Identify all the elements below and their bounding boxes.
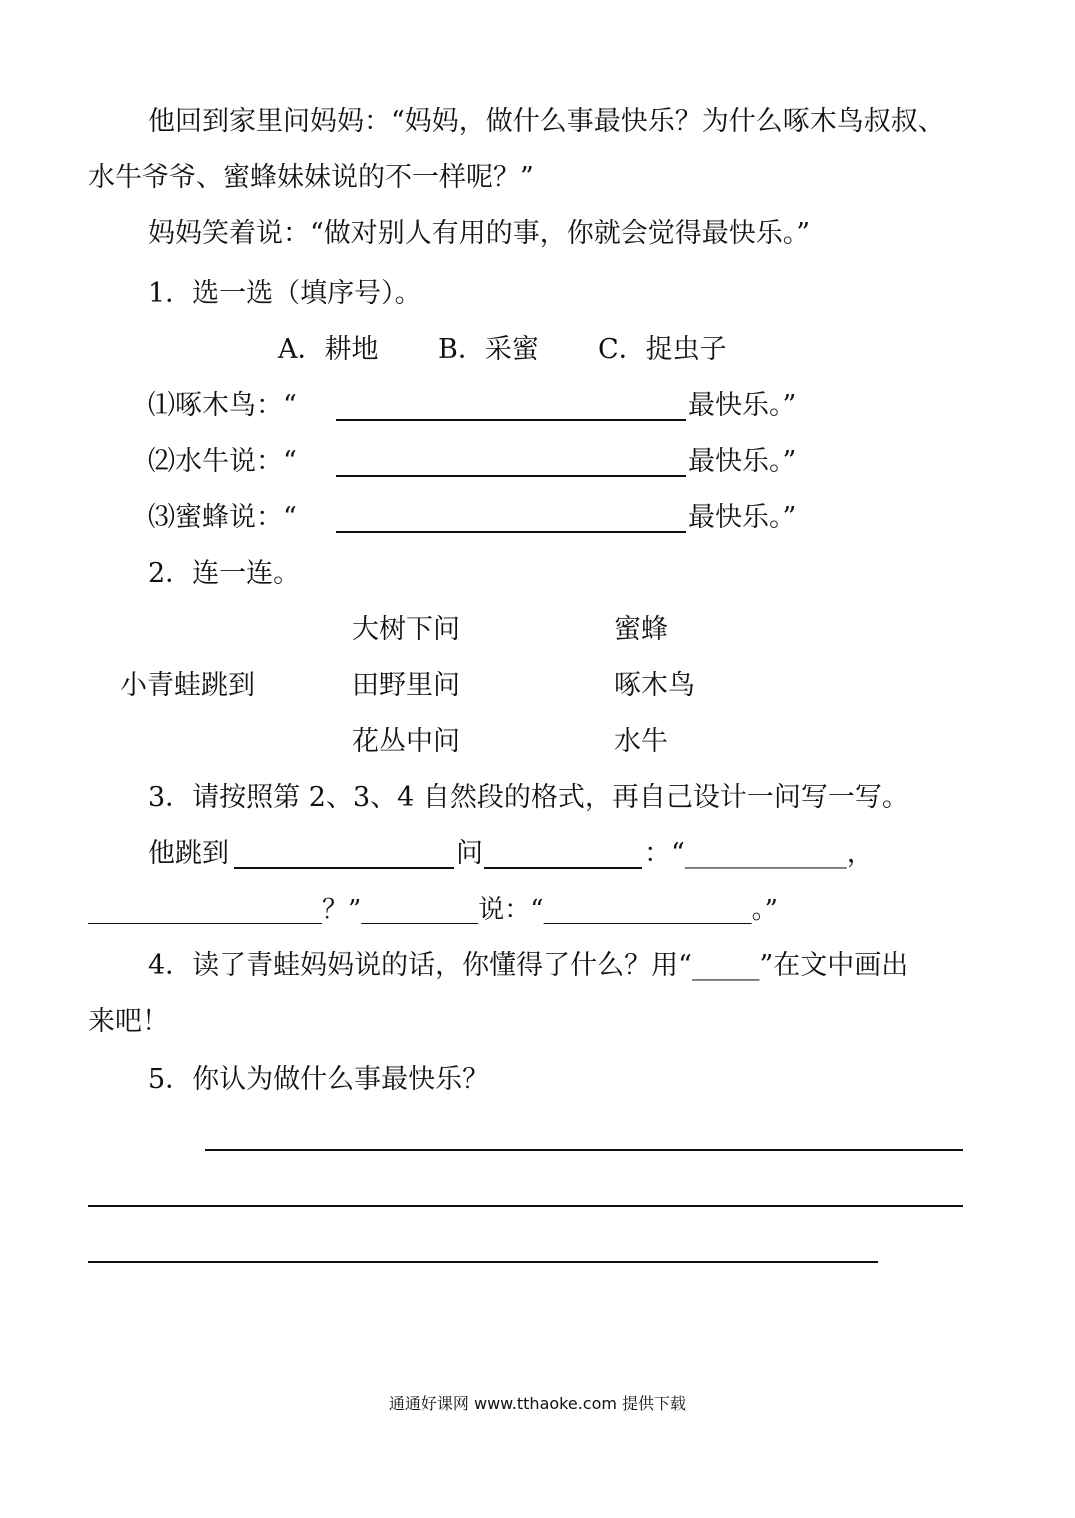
q3-line-1-ask: 问 (456, 838, 483, 869)
answer-line-1[interactable] (205, 1149, 963, 1151)
paragraph-2: 妈妈笑着说：“做对别人有用的事，你就会觉得最快乐。” (148, 218, 811, 249)
footer-credit: 通通好课网 www.tthaoke.com 提供下载 (388, 1394, 687, 1413)
q3-line-1-end: ：“____________， (644, 838, 874, 869)
q1-item-3-suffix: 最快乐。” (688, 502, 797, 533)
option-c: C．捉虫子 (598, 334, 727, 365)
q1-item-3-prefix: ⑶蜜蜂说：“ (148, 502, 297, 533)
q1-item-1-prefix: ⑴啄木鸟：“ (148, 390, 297, 421)
q1-item-2-prefix: ⑵水牛说：“ (148, 446, 297, 477)
question-4-line-1: 4．读了青蛙妈妈说的话，你懂得了什么？用“_____”在文中画出 (148, 950, 909, 981)
q3-animal-blank[interactable] (484, 867, 642, 869)
match-animal-2[interactable]: 啄木鸟 (614, 670, 695, 701)
q1-item-2-blank[interactable] (336, 475, 686, 477)
q1-item-2-suffix: 最快乐。” (688, 446, 797, 477)
match-place-3[interactable]: 花丛中问 (352, 726, 460, 757)
question-4-line-2: 来吧！ (88, 1006, 169, 1037)
paragraph-1-line-1: 他回到家里问妈妈：“妈妈，做什么事最快乐？为什么啄木鸟叔叔、 (148, 106, 945, 137)
question-5-title: 5．你认为做什么事最快乐？ (148, 1064, 490, 1095)
question-3-title: 3．请按照第 2、3、4 自然段的格式，再自己设计一问写一写。 (148, 782, 909, 813)
q1-item-1-blank[interactable] (336, 419, 686, 421)
match-animal-3[interactable]: 水牛 (614, 726, 668, 757)
q3-place-blank[interactable] (234, 867, 454, 869)
answer-line-3[interactable] (88, 1261, 878, 1263)
paragraph-1-line-2: 水牛爷爷、蜜蜂妹妹说的不一样呢？” (88, 162, 534, 193)
answer-line-2[interactable] (88, 1205, 963, 1207)
match-subject: 小青蛙跳到 (120, 670, 255, 701)
question-1-title: 1．选一选（填序号）。 (148, 278, 422, 309)
q3-line-1-start: 他跳到 (148, 838, 229, 869)
option-b: B．采蜜 (438, 334, 539, 365)
option-a: A．耕地 (278, 334, 379, 365)
question-2-title: 2．连一连。 (148, 558, 301, 589)
match-place-2[interactable]: 田野里问 (352, 670, 460, 701)
match-animal-1[interactable]: 蜜蜂 (614, 614, 668, 645)
q1-item-3-blank[interactable] (336, 531, 686, 533)
q1-item-1-suffix: 最快乐。” (688, 390, 797, 421)
match-place-1[interactable]: 大树下问 (352, 614, 460, 645)
q3-line-2: __________________？”_________说：“________________。” (88, 895, 778, 925)
